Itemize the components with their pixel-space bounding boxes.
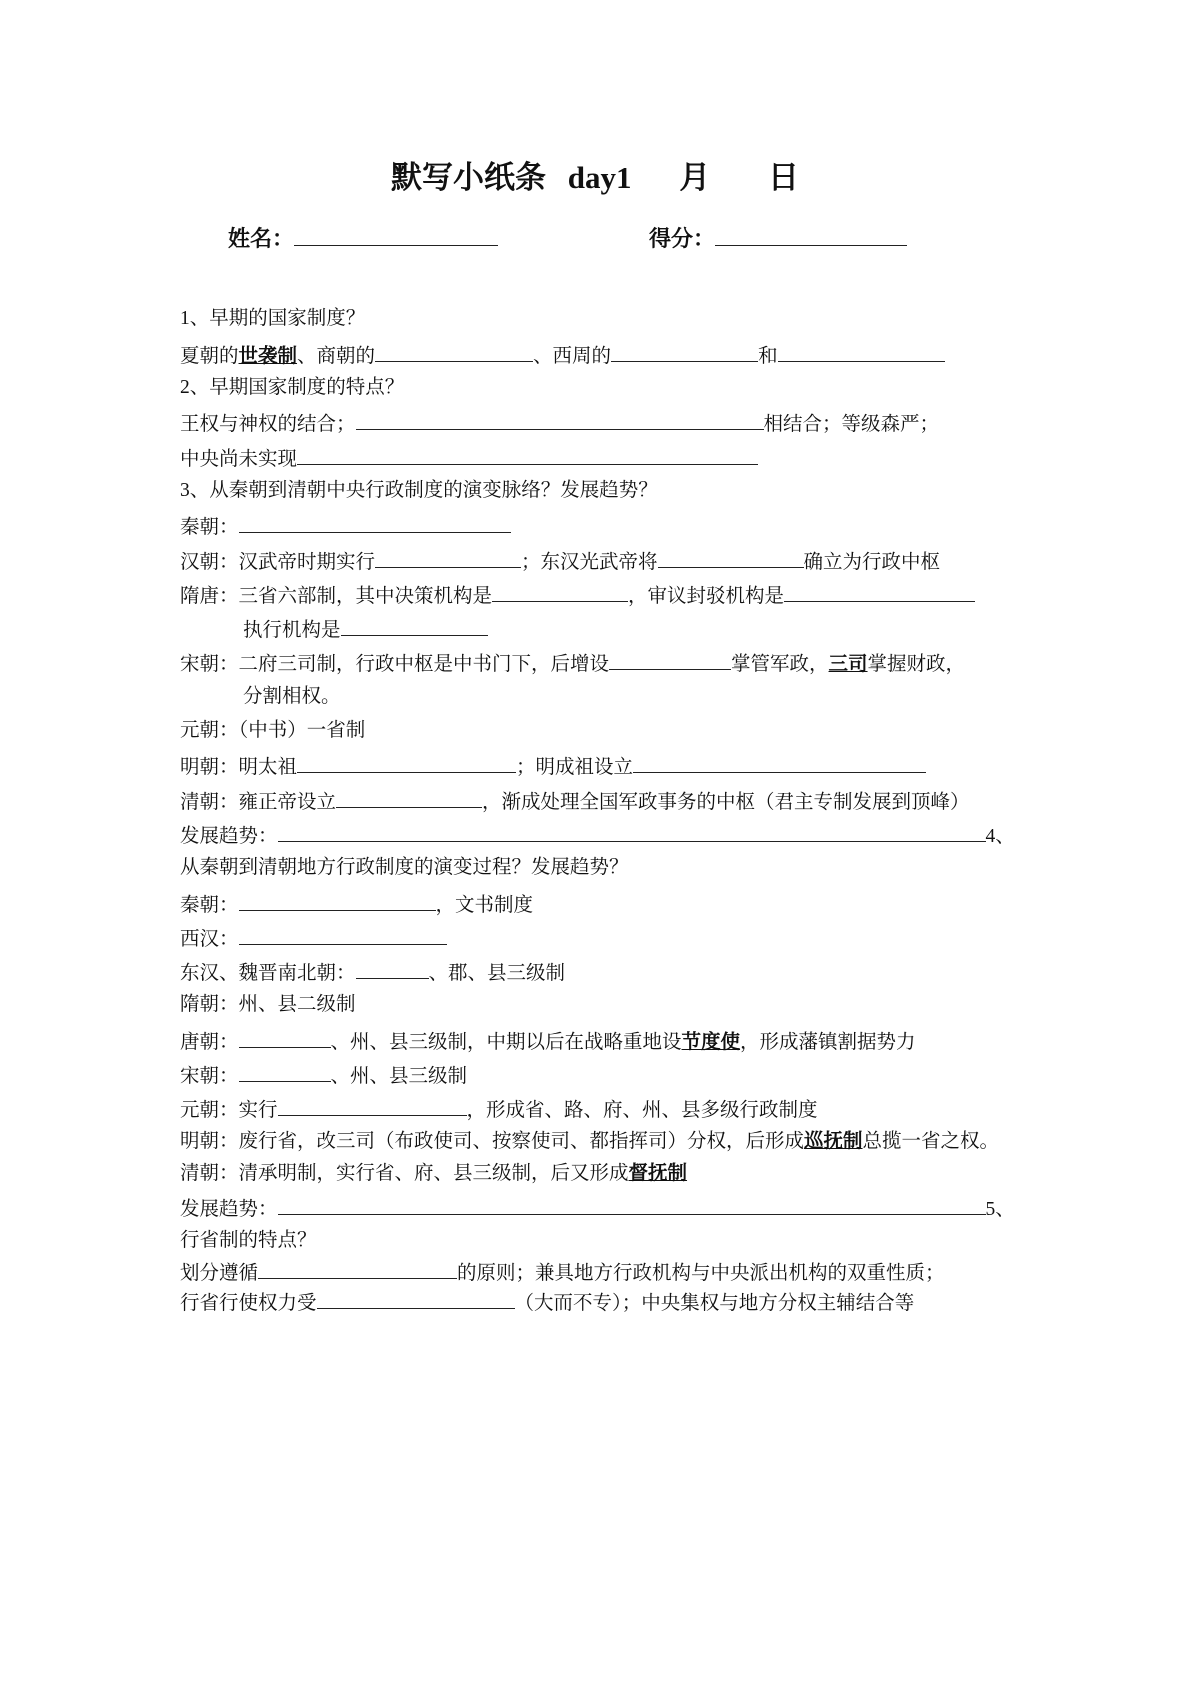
text: 确立为行政中枢 xyxy=(803,552,941,573)
line xyxy=(243,615,488,644)
blank[interactable] xyxy=(492,581,628,602)
line xyxy=(180,1288,914,1317)
blank[interactable] xyxy=(341,615,488,636)
text: 清朝：雍正帝设立 xyxy=(180,792,337,813)
text: ，形成省、路、府、州、县多级行政制度 xyxy=(466,1100,818,1121)
text: 唐朝： xyxy=(180,1032,239,1053)
blank[interactable] xyxy=(239,1061,331,1082)
name-label: 姓名： xyxy=(228,226,295,251)
key-term: 节度使 xyxy=(681,1030,741,1053)
blank[interactable] xyxy=(658,547,804,568)
text: 的原则；兼具地方行政机构与中央派出机构的双重性质； xyxy=(457,1263,945,1284)
text: 1、早期的国家制度？ xyxy=(180,308,366,329)
name-blank[interactable] xyxy=(294,223,498,246)
text: 明朝：废行省，改三司（布政使司、按察使司、都指挥司）分权，后形成 xyxy=(180,1131,805,1152)
blank[interactable] xyxy=(609,649,731,670)
blank[interactable] xyxy=(375,547,521,568)
blank[interactable] xyxy=(258,1258,457,1279)
text: 东汉、魏晋南北朝： xyxy=(180,963,356,984)
text: 中央尚未实现 xyxy=(180,449,298,470)
blank[interactable] xyxy=(611,341,758,362)
text: 西汉： xyxy=(180,929,239,950)
text: 2、早期国家制度的特点？ xyxy=(180,377,405,398)
blank[interactable] xyxy=(375,341,533,362)
blank[interactable] xyxy=(297,444,758,465)
key-term: 世袭制 xyxy=(238,344,298,367)
line xyxy=(180,409,939,438)
line xyxy=(243,684,341,710)
question-4 xyxy=(180,855,629,881)
blank[interactable] xyxy=(633,752,926,773)
question-3 xyxy=(180,478,658,504)
question-5 xyxy=(180,1228,317,1254)
score-label: 得分： xyxy=(649,226,716,251)
text: 、州、县三级制，中期以后在战略重地设 xyxy=(330,1032,682,1053)
line xyxy=(180,444,758,473)
key-term: 三司 xyxy=(828,652,868,675)
text: 4、 xyxy=(985,826,1015,847)
text: 宋朝：二府三司制，行政中枢是中书门下，后增设 xyxy=(180,654,610,675)
line xyxy=(180,1194,1015,1223)
blank[interactable] xyxy=(356,958,429,979)
blank[interactable] xyxy=(336,787,482,808)
title-main: 默写小纸条 xyxy=(391,160,546,195)
line xyxy=(180,1027,916,1056)
score-field xyxy=(649,222,907,253)
blank[interactable] xyxy=(356,409,764,430)
text: 相结合；等级森严； xyxy=(763,414,940,435)
title-date: 日 xyxy=(768,160,799,195)
line xyxy=(180,649,965,678)
text: 清朝：清承明制，实行省、府、县三级制，后又形成 xyxy=(180,1163,629,1184)
line xyxy=(180,718,365,744)
text: 隋朝：州、县二级制 xyxy=(180,994,356,1015)
blank[interactable] xyxy=(278,1194,986,1215)
title-month: 月 xyxy=(679,160,711,195)
text: 明朝：明太祖 xyxy=(180,757,298,778)
key-term: 巡抚制 xyxy=(804,1129,863,1152)
text: ；东汉光武帝将 xyxy=(521,552,658,573)
text: 元朝：（中书）一省制 xyxy=(180,720,366,741)
title-day: day1 xyxy=(567,160,632,195)
line xyxy=(180,787,970,816)
text: 发展趋势： xyxy=(180,1199,278,1220)
text: （大而不专）；中央集权与地方分权主辅结合等 xyxy=(514,1293,915,1314)
text: 、西周的 xyxy=(533,346,612,367)
text: 元朝：实行 xyxy=(180,1100,278,1121)
text: 3、从秦朝到清朝中央行政制度的演变脉络？发展趋势？ xyxy=(180,480,658,501)
text: 行省行使权力受 xyxy=(180,1293,317,1314)
text: 、商朝的 xyxy=(297,346,376,367)
text: ，形成藩镇割据势力 xyxy=(740,1032,916,1053)
text: 5、 xyxy=(985,1199,1015,1220)
score-blank[interactable] xyxy=(715,223,907,246)
text: 总揽一省之权。 xyxy=(862,1131,1000,1152)
text: 划分遵循 xyxy=(180,1263,259,1284)
line xyxy=(180,581,975,610)
line xyxy=(180,1095,818,1124)
line xyxy=(180,1061,467,1090)
text: 和 xyxy=(758,346,778,367)
text: 掌握财政， xyxy=(867,654,966,675)
text: 汉朝：汉武帝时期实行 xyxy=(180,552,376,573)
key-term: 督抚制 xyxy=(628,1161,688,1184)
question-2 xyxy=(180,375,404,401)
text: ，文书制度 xyxy=(435,895,534,916)
blank[interactable] xyxy=(239,512,511,533)
line xyxy=(180,1128,999,1155)
text: ，审议封驳机构是 xyxy=(628,586,785,607)
blank[interactable] xyxy=(278,1095,467,1116)
name-field xyxy=(228,222,498,253)
text: 王权与神权的结合； xyxy=(180,414,356,435)
line xyxy=(180,821,1015,850)
text: ，渐成处理全国军政事务的中枢（君主专制发展到顶峰） xyxy=(482,792,970,813)
blank[interactable] xyxy=(278,821,986,842)
line xyxy=(180,958,565,987)
text: 、州、县三级制 xyxy=(330,1066,468,1087)
line xyxy=(180,890,533,919)
text: 夏朝的 xyxy=(180,346,239,367)
blank[interactable] xyxy=(778,341,945,362)
line xyxy=(180,752,926,781)
text: 秦朝： xyxy=(180,517,239,538)
line xyxy=(180,1160,687,1187)
text: 秦朝： xyxy=(180,895,239,916)
text: 宋朝： xyxy=(180,1066,239,1087)
line xyxy=(180,992,356,1018)
question-1 xyxy=(180,306,365,332)
text: 分割相权。 xyxy=(243,686,341,707)
text: 、郡、县三级制 xyxy=(428,963,566,984)
blank[interactable] xyxy=(239,924,447,945)
blank[interactable] xyxy=(784,581,975,602)
text: ；明成祖设立 xyxy=(516,757,634,778)
line xyxy=(180,1258,945,1287)
line xyxy=(180,547,940,576)
page-title xyxy=(0,152,1190,197)
text: 掌管军政， xyxy=(731,654,829,675)
text: 执行机构是 xyxy=(243,620,341,641)
text: 行省制的特点？ xyxy=(180,1230,317,1251)
blank[interactable] xyxy=(317,1288,515,1309)
text: 从秦朝到清朝地方行政制度的演变过程？发展趋势？ xyxy=(180,857,629,878)
line xyxy=(180,924,447,953)
line xyxy=(180,341,945,370)
blank[interactable] xyxy=(239,890,436,911)
blank[interactable] xyxy=(297,752,516,773)
text: 隋唐：三省六部制，其中决策机构是 xyxy=(180,586,493,607)
line xyxy=(180,512,511,541)
text: 发展趋势： xyxy=(180,826,278,847)
blank[interactable] xyxy=(239,1027,331,1048)
